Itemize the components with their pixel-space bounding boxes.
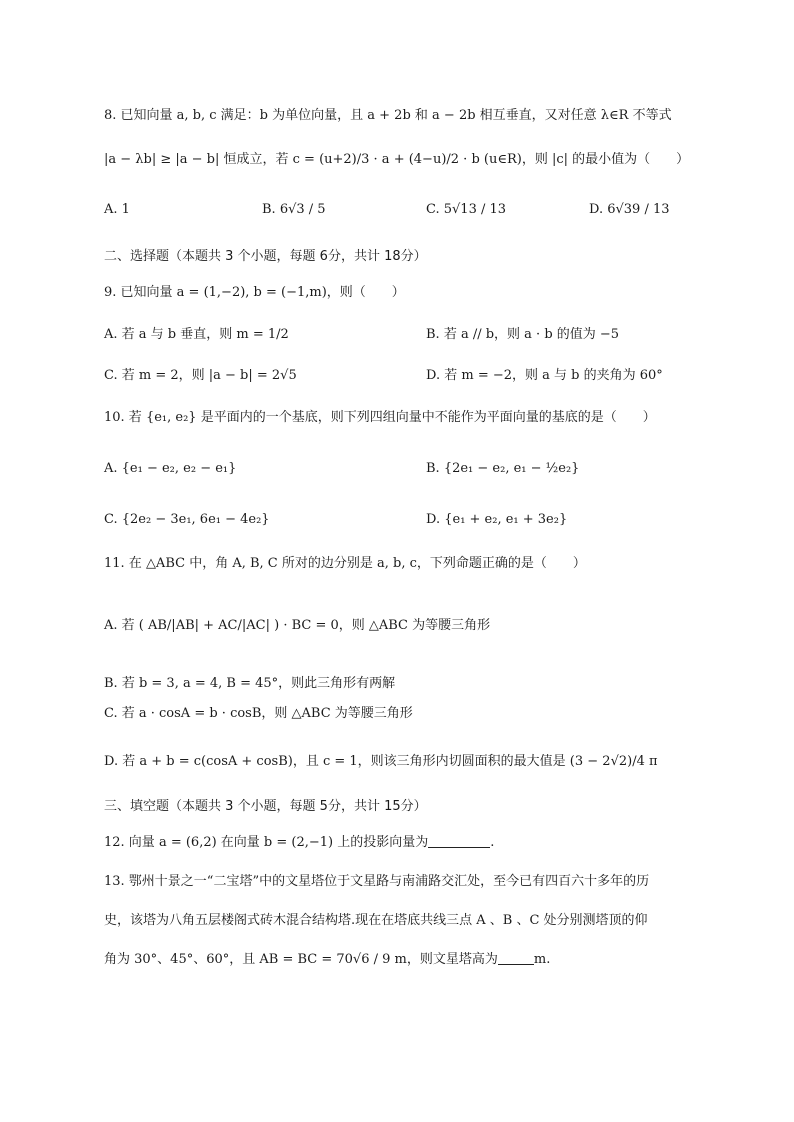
section-3-heading: 三、填空题（本题共 3 个小题，每题 5分，共计 15分） [104,799,427,814]
q9-option-d: D. 若 m = −2，则 a 与 b 的夹角为 60° [426,368,663,383]
q13-answer-blank[interactable] [498,952,534,965]
section-2-heading: 二、选择题（本题共 3 个小题，每题 6分，共计 18分） [104,249,427,264]
q13-line3-text: 角为 30°、45°、60°，且 AB = BC = 70√6 / 9 m，则文星塔高为 [104,952,498,967]
q9-option-a: A. 若 a 与 b 垂直，则 m = 1/2 [104,327,289,342]
q11-option-d: D. 若 a + b = c(cosA + cosB)，且 c = 1，则该三角形内切圆面积的最大值是 (3 − 2√2)/4 π [104,754,658,769]
q8-line1: 8. 已知向量 a, b, c 满足：b 为单位向量，且 a + 2b 和 a − 2b 相互垂直，又对任意 λ∈R 不等式 [104,108,672,123]
q11-option-a: A. 若 ( AB/|AB| + AC/|AC| ) · BC = 0，则 △ABC 为等腰三角形 [104,618,491,633]
q8-line2: |a − λb| ≥ |a − b| 恒成立，若 c = (u+2)/3 · a + (4−u)/2 · b (u∈R)，则 |c| 的最小值为（ ） [104,152,690,167]
q13-line3 [104,950,550,970]
q8-option-c: C. 5√13 / 13 [426,202,507,217]
q8-option-a: A. 1 [104,202,130,217]
q9-option-c: C. 若 m = 2，则 |a − b| = 2√5 [104,368,297,383]
q8-option-b: B. 6√3 / 5 [262,202,326,217]
q11-stem: 11. 在 △ABC 中，角 A, B, C 所对的边分别是 a, b, c，下列命题正确的是（ ） [104,556,586,571]
q9-option-b: B. 若 a // b，则 a · b 的值为 −5 [426,327,620,342]
q13-line1: 13. 鄂州十景之一“二宝塔”中的文星塔位于文星路与南浦路交汇处，至今已有四百六十多年的历 [104,874,650,889]
q10-option-a: A. {e₁ − e₂, e₂ − e₁} [104,461,237,476]
q12-answer-blank[interactable] [428,835,490,848]
q9-stem: 9. 已知向量 a = (1,−2), b = (−1,m)，则（ ） [104,285,405,300]
q11-option-c: C. 若 a · cosA = b · cosB，则 △ABC 为等腰三角形 [104,706,413,721]
q8-option-d: D. 6√39 / 13 [589,202,670,217]
q13-unit: m. [533,952,551,967]
q11-option-b: B. 若 b = 3, a = 4, B = 45°，则此三角形有两解 [104,676,396,691]
q12-period: . [490,835,495,850]
q13-line2: 史，该塔为八角五层楼阁式砖木混合结构塔.现在在塔底共线三点 A 、B 、C 处分别测塔顶的仰 [104,913,648,928]
q10-option-c: C. {2e₂ − 3e₁, 6e₁ − 4e₂} [104,512,270,527]
q12-line [104,833,494,853]
q10-stem: 10. 若 {e₁, e₂} 是平面内的一个基底，则下列四组向量中不能作为平面向量的基底的是（ ） [104,410,656,425]
q10-option-d: D. {e₁ + e₂, e₁ + 3e₂} [426,512,568,527]
q10-option-b: B. {2e₁ − e₂, e₁ − ½e₂} [426,461,580,476]
q12-text: 12. 向量 a = (6,2) 在向量 b = (2,−1) 上的投影向量为 [104,835,429,850]
